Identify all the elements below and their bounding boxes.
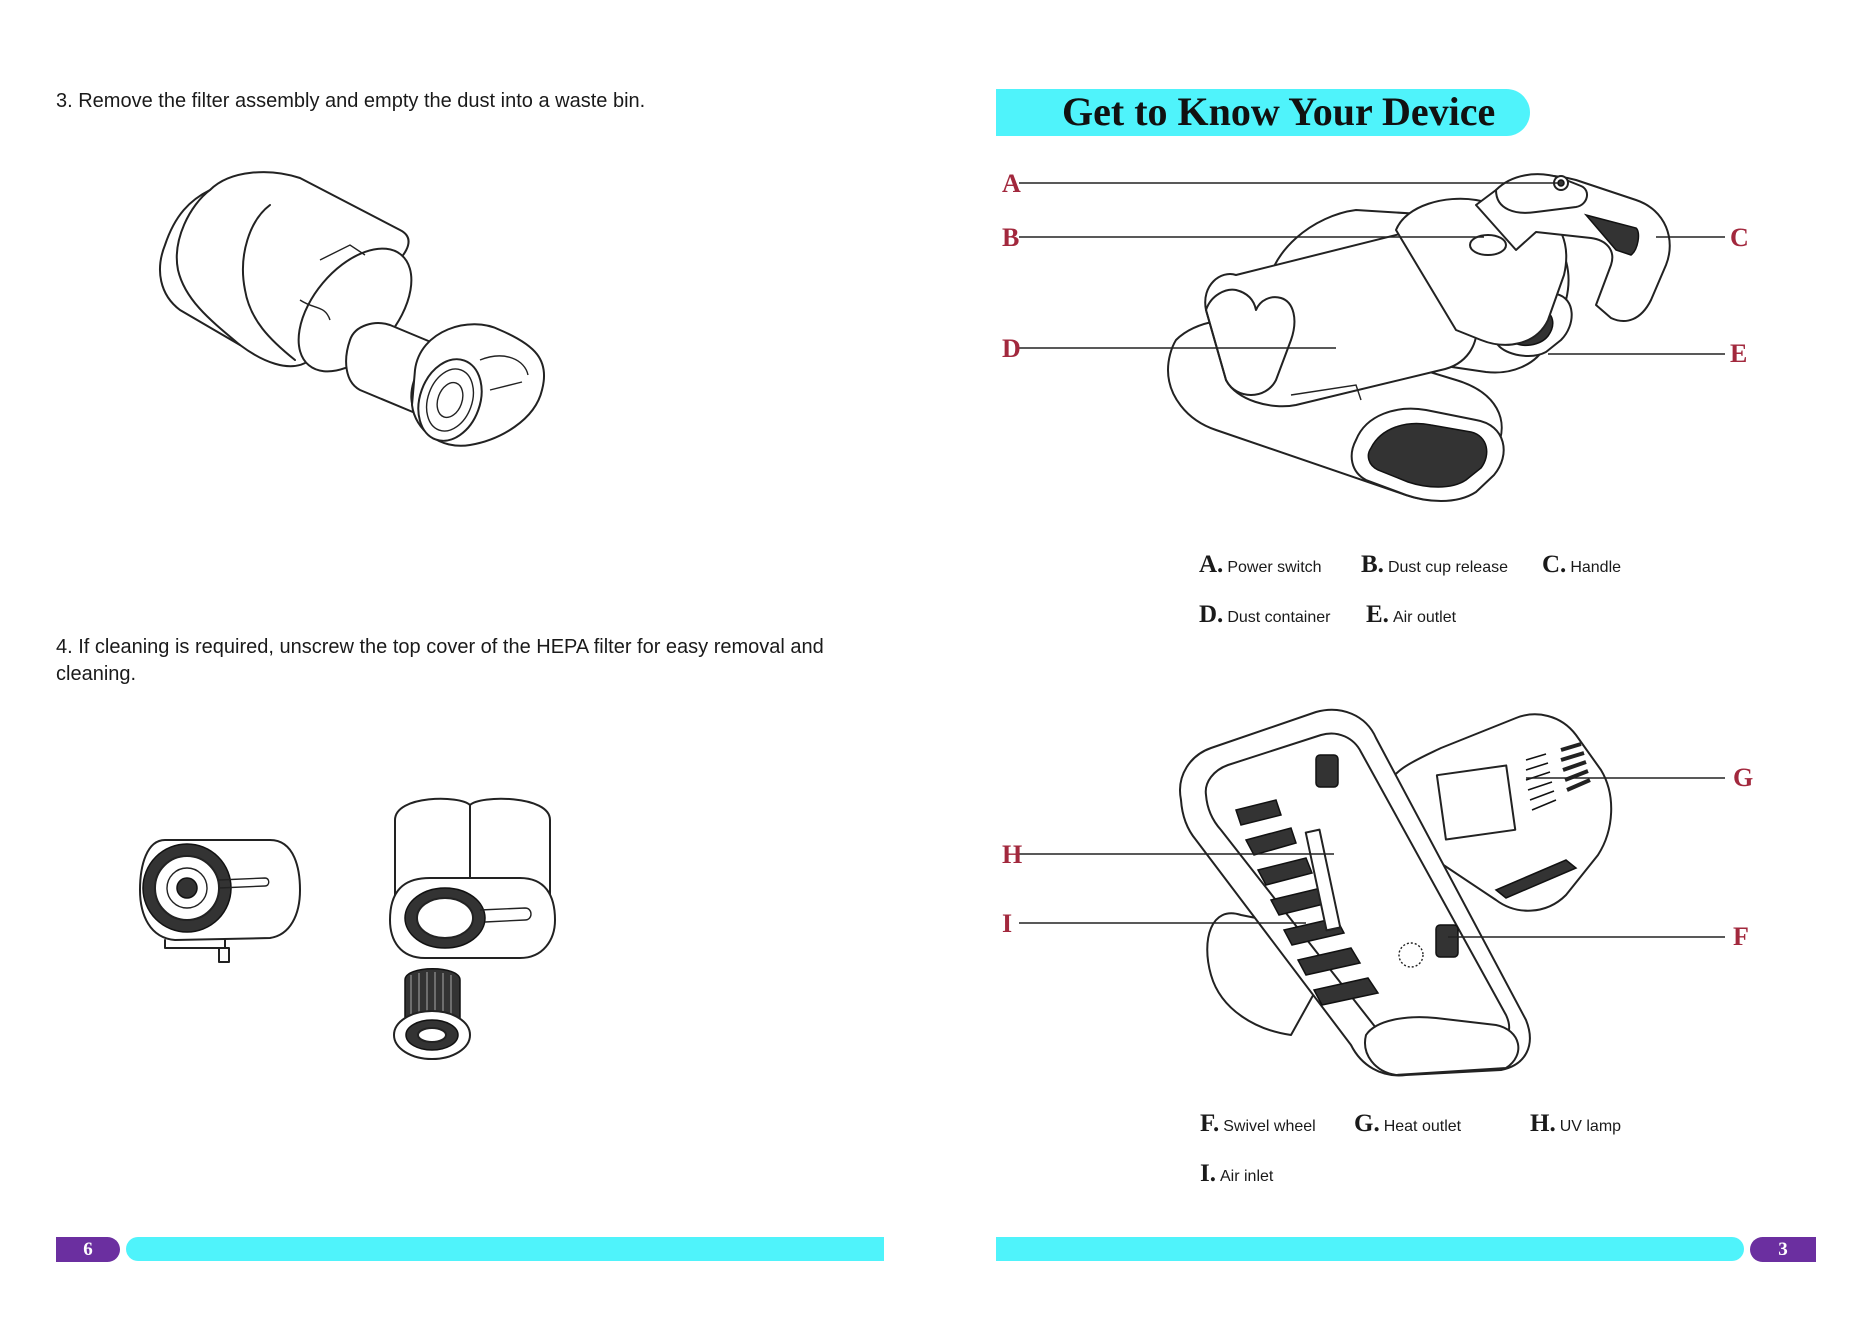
legend-letter: B. — [1361, 551, 1384, 578]
dust-cup-filter-removed-illustration — [385, 790, 560, 1070]
legend-letter: F. — [1200, 1110, 1220, 1137]
legend-letter: H. — [1530, 1110, 1556, 1137]
device-underside-diagram — [936, 0, 1872, 1120]
legend-label: Dust cup release — [1387, 559, 1508, 576]
step-3-text: 3. Remove the filter assembly and empty the dust into a waste bin. — [56, 90, 646, 112]
right-page — [936, 0, 1872, 1324]
page-title: Get to Know Your Device — [1062, 89, 1496, 134]
legend-label: Air outlet — [1392, 609, 1457, 626]
callout-I: I — [1002, 909, 1013, 938]
legend-label: Power switch — [1227, 559, 1322, 576]
step-4-text-line-2: cleaning. — [56, 663, 137, 685]
callout-B: B — [1002, 223, 1020, 252]
legend-item-swivel-wheel — [1200, 1110, 1316, 1138]
callout-A: A — [1002, 169, 1021, 198]
legend-letter: G. — [1354, 1110, 1380, 1137]
legend-letter: C. — [1542, 551, 1567, 578]
page-number-badge: 3 — [1750, 1237, 1816, 1262]
callout-E: E — [1730, 339, 1748, 368]
callout-F: F — [1733, 922, 1749, 951]
legend-label: Air inlet — [1219, 1168, 1274, 1185]
legend-label: UV lamp — [1559, 1118, 1622, 1135]
footer-bar — [996, 1237, 1744, 1261]
legend-item-air-inlet — [1200, 1160, 1273, 1188]
legend-letter: A. — [1199, 551, 1224, 578]
callout-C: C — [1730, 223, 1749, 252]
callout-D: D — [1002, 334, 1021, 363]
legend-letter: I. — [1200, 1160, 1216, 1187]
filter-assembly-illustration — [150, 160, 570, 480]
page-number-badge: 6 — [56, 1237, 120, 1262]
legend-item-heat-outlet — [1354, 1110, 1461, 1138]
legend-letter: D. — [1199, 601, 1224, 628]
footer-bar — [126, 1237, 884, 1261]
legend-label: Handle — [1570, 559, 1622, 576]
legend-label: Dust container — [1227, 609, 1331, 626]
legend-letter: E. — [1366, 601, 1389, 628]
filter-cap-top-view-illustration — [135, 830, 305, 970]
callout-G: G — [1733, 763, 1754, 792]
step-4-text-line-1: 4. If cleaning is required, unscrew the top cover of the HEPA filter for easy removal and — [56, 636, 824, 658]
legend-label: Heat outlet — [1383, 1118, 1462, 1135]
legend-item-uv-lamp — [1530, 1110, 1621, 1138]
legend-label: Swivel wheel — [1223, 1118, 1316, 1135]
callout-H: H — [1002, 840, 1023, 869]
